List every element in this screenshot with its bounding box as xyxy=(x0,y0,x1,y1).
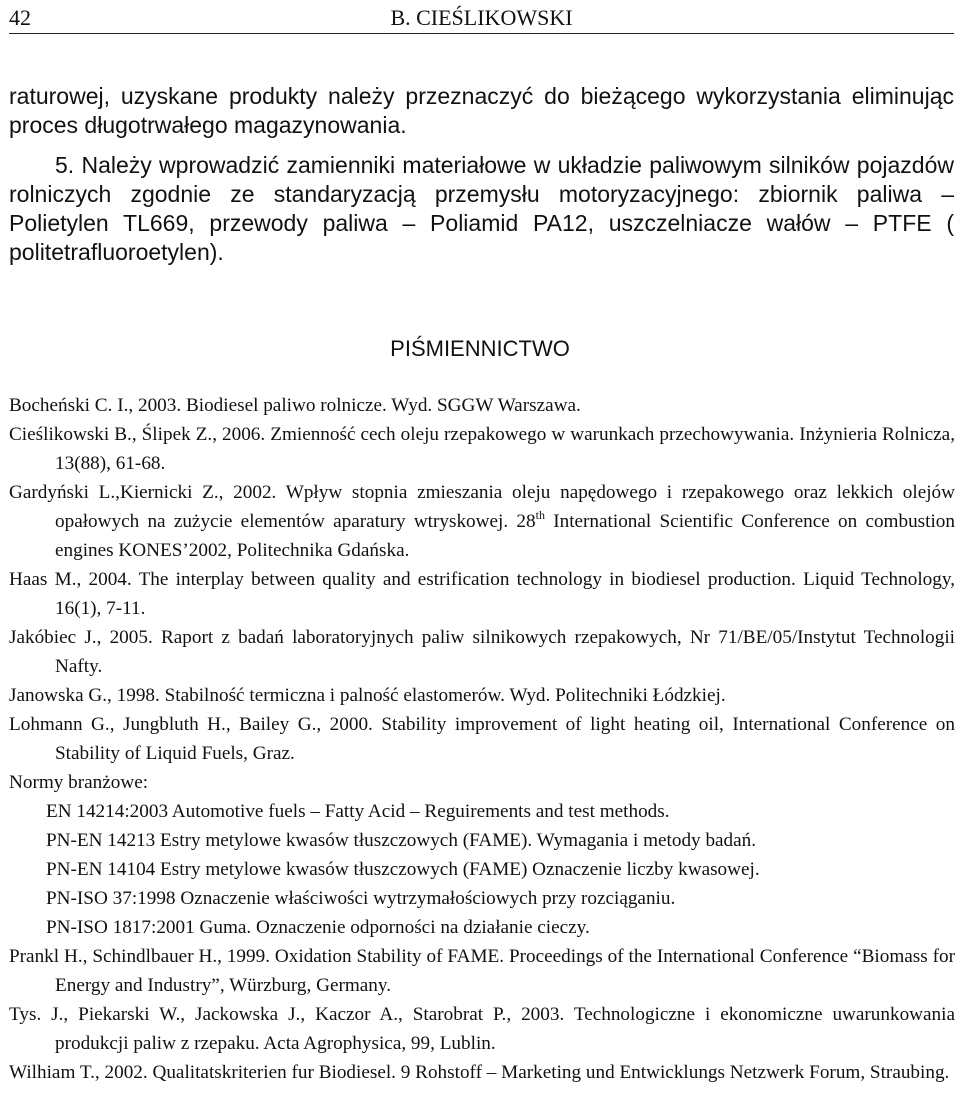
superscript: th xyxy=(535,508,545,522)
reference-item: Cieślikowski B., Ślipek Z., 2006. Zmienność cech oleju rzepakowego w warunkach przechowywania. Inżynieria Rolnicza, 13(88), 61-68. xyxy=(9,424,955,474)
reference-item: Prankl H., Schindlbauer H., 1999. Oxidation Stability of FAME. Proceedings of the International Conference “Biomass for Energy and Industry”, Würzburg, Germany. xyxy=(9,946,955,996)
reference-item xyxy=(9,478,955,565)
body-paragraph: 5. Należy wprowadzić zamienniki materiałowe w układzie paliwowym silników pojazdów rolniczych zgodnie ze standaryzacją przemysłu motoryzacyjnego: zbiornik paliwa – Polietylen TL669, przewody paliwa – Poliamid PA12, uszczelniacze wałów – PTFE ( politetrafluoroetylen). xyxy=(9,152,954,265)
reference-item: Lohmann G., Jungbluth H., Bailey G., 2000. Stability improvement of light heating oil, International Conference on Stability of Liquid Fuels, Graz. xyxy=(9,714,955,764)
reference-item: Haas M., 2004. The interplay between quality and estrification technology in biodiesel production. Liquid Technology, 16(1), 7-11. xyxy=(9,569,955,619)
reference-item: Janowska G., 1998. Stabilność termiczna i palność elastomerów. Wyd. Politechniki Łódzkiej. xyxy=(9,685,726,706)
reference-text: International Scientific Conference on combustion engines KONES’2002, Politechnika Gdańska. xyxy=(55,511,955,561)
norm-item: PN-ISO 37:1998 Oznaczenie właściwości wytrzymałościowych przy rozciąganiu. xyxy=(46,888,676,909)
page-number: 42 xyxy=(9,5,31,30)
norm-item: PN-ISO 1817:2001 Guma. Oznaczenie odporności na działanie cieczy. xyxy=(46,917,590,938)
norm-item: EN 14214:2003 Automotive fuels – Fatty Acid – Reguirements and test methods. xyxy=(46,801,670,822)
reference-item: Bocheński C. I., 2003. Biodiesel paliwo rolnicze. Wyd. SGGW Warszawa. xyxy=(9,395,581,416)
reference-item: Jakóbiec J., 2005. Raport z badań laboratoryjnych paliw silnikowych rzepakowych, Nr 71/BE/05/Instytut Technologii Nafty. xyxy=(9,627,955,677)
norms-title: Normy branżowe: xyxy=(9,772,149,793)
page-header xyxy=(9,5,954,34)
reference-text: Gardyński L.,Kiernicki Z., 2002. Wpływ stopnia zmieszania oleju napędowego i rzepakowego oraz lekkich olejów opałowych na zużycie elementów aparatury wtryskowej. 28 xyxy=(9,482,955,532)
norm-item: PN-EN 14213 Estry metylowe kwasów tłuszczowych (FAME). Wymagania i metody badań. xyxy=(46,830,757,851)
reference-item: Tys. J., Piekarski W., Jackowska J., Kaczor A., Starobrat P., 2003. Technologiczne i ekonomiczne uwarunkowania produkcji paliw z rzepaku. Acta Agrophysica, 99, Lublin. xyxy=(9,1004,955,1054)
running-title: B. CIEŚLIKOWSKI xyxy=(390,5,573,30)
reference-item: Wilhiam T., 2002. Qualitatskriterien fur Biodiesel. 9 Rohstoff – Marketing und Entwicklungs Netzwerk Forum, Straubing. xyxy=(9,1062,950,1083)
norm-item: PN-EN 14104 Estry metylowe kwasów tłuszczowych (FAME) Oznaczenie liczby kwasowej. xyxy=(46,859,760,880)
references-heading: PIŚMIENNICTWO xyxy=(390,336,570,361)
body-paragraph: raturowej, uzyskane produkty należy przeznaczyć do bieżącego wykorzystania eliminując proces długotrwałego magazynowania. xyxy=(9,83,954,138)
references-list xyxy=(9,391,955,1087)
